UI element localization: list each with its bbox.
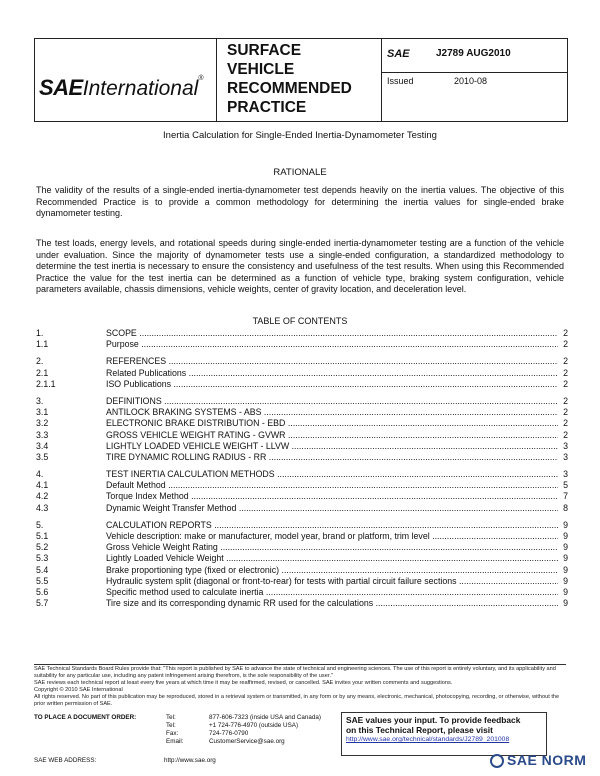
fine-print-line: SAE reviews each technical report at least every five years at which time it may be reaffirmed, revised, or cancelled. SAE invites your written comments and suggestions. — [34, 680, 453, 687]
toc-entry[interactable] — [36, 339, 568, 350]
toc-entry-title: Vehicle description: make or manufacturer, model year, brand or platform, trim level ..... — [106, 531, 558, 542]
toc-entry-number: 3.1 — [36, 407, 49, 418]
toc-entry[interactable] — [36, 469, 568, 480]
toc-entry-title: Hydraulic system split (diagonal or front-to-rear) for tests with partial circuit failure sections ..... — [106, 576, 558, 587]
toc-entry-number: 4.1 — [36, 480, 49, 491]
doc-type-cell — [217, 39, 382, 121]
toc-entry-title: Brake proportioning type (fixed or electronic) ..... — [106, 565, 558, 576]
toc-entry-number: 3.4 — [36, 440, 49, 451]
order-field-value: 877-606-7323 (inside USA and Canada) — [209, 714, 322, 721]
fine-print-line: All rights reserved. No part of this publication may be reproduced, stored in a retrieval system or transmitted, in any form or by any means, electronic, mechanical, photocopying, recording, or otherwise, without the prior written permission of SAE. — [34, 694, 560, 708]
toc-entry-title: DEFINITIONS ..... — [106, 396, 558, 407]
toc-entry[interactable] — [36, 553, 568, 564]
feedback-line: SAE values your input. To provide feedback — [346, 715, 521, 725]
toc-entry-title: Gross Vehicle Weight Rating ..... — [106, 542, 558, 553]
toc-entry-title: Purpose ..... — [106, 339, 558, 350]
toc-entry-number: 3.2 — [36, 418, 49, 429]
rationale-heading: RATIONALE — [273, 167, 327, 178]
toc-entry-page: 9 — [563, 586, 568, 597]
toc-entry-page: 3 — [563, 451, 568, 462]
doc-type-line: VEHICLE — [227, 61, 295, 78]
toc-entry[interactable] — [36, 565, 568, 576]
toc-entry-page: 2 — [563, 339, 568, 350]
footer-fine-print — [34, 666, 566, 709]
sae-mark: SAE — [387, 48, 410, 60]
toc-entry-page: 3 — [563, 469, 568, 480]
toc-entry-number: 5.6 — [36, 586, 49, 597]
doc-type-line: RECOMMENDED — [227, 80, 352, 97]
sae-norm-watermark — [490, 752, 586, 768]
web-address-label: SAE WEB ADDRESS: — [34, 757, 97, 764]
order-field-value: +1 724-776-4970 (outside USA) — [209, 722, 299, 730]
logo-trademark: ® — [198, 75, 204, 82]
toc-entry-title: ANTILOCK BRAKING SYSTEMS - ABS ..... — [106, 407, 558, 418]
toc-entry-number: 4.3 — [36, 502, 49, 513]
toc-entry-page: 9 — [563, 553, 568, 564]
toc-entry-number: 2.1.1 — [36, 378, 56, 389]
feedback-link[interactable]: http://www.sae.org/technical/standards/J2789_201008 — [346, 736, 510, 743]
toc-entry[interactable] — [36, 430, 568, 441]
toc-entry-page: 9 — [563, 531, 568, 541]
toc-entry[interactable] — [36, 418, 568, 429]
toc-entry-number: 5.3 — [36, 553, 49, 564]
toc-entry-page: 2 — [563, 328, 568, 338]
toc-entry[interactable] — [36, 503, 568, 514]
document-number: J2789 AUG2010 — [436, 48, 511, 59]
toc-entry-number: 5.1 — [36, 531, 49, 541]
logo-international: International — [82, 77, 199, 100]
toc-entry-title: Torque Index Method ..... — [106, 491, 558, 502]
logo-cell — [35, 39, 217, 121]
doc-number-row — [382, 39, 567, 73]
order-email-link[interactable]: CustomerService@sae.org — [209, 738, 285, 746]
toc-entry-page: 2 — [563, 378, 568, 389]
toc-entry-page: 9 — [563, 575, 568, 586]
logo-sae: SAE — [39, 75, 83, 100]
toc-entry[interactable] — [36, 542, 568, 553]
globe-icon — [490, 754, 504, 768]
toc-entry[interactable] — [36, 491, 568, 502]
toc-entry-title: TIRE DYNAMIC ROLLING RADIUS - RR ..... — [106, 452, 558, 463]
toc-entry-number: 5.5 — [36, 575, 49, 586]
fine-print-line: SAE Technical Standards Board Rules provide that: "This report is published by SAE to advance the state of technical and engineering sciences. The use of this report is entirely voluntary, and its applicability and suitability for any particular use, including any patent infringement arising therefrom, is the sole responsibility of the user." — [34, 666, 556, 680]
toc-entry-page: 9 — [563, 598, 568, 609]
toc-entry-number: 3.3 — [36, 429, 49, 440]
toc-entry-title: ELECTRONIC BRAKE DISTRIBUTION - EBD ..... — [106, 418, 558, 429]
table-of-contents — [36, 328, 568, 609]
web-address-link[interactable]: http://www.sae.org — [164, 757, 216, 764]
toc-entry-number: 4.2 — [36, 491, 49, 502]
toc-entry-page: 2 — [563, 356, 568, 367]
doc-type-line: SURFACE — [227, 42, 302, 59]
toc-entry-page: 2 — [563, 367, 568, 378]
toc-entry-page: 5 — [563, 480, 568, 491]
order-field-label: Fax: — [166, 730, 179, 738]
toc-entry[interactable] — [36, 441, 568, 452]
toc-entry-page: 3 — [563, 440, 568, 451]
toc-entry[interactable] — [36, 531, 568, 542]
toc-entry-number: 2.1 — [36, 367, 49, 378]
order-field-label: Email: — [166, 738, 184, 746]
toc-entry-page: 7 — [563, 491, 568, 502]
order-field-label: Tel: — [166, 722, 176, 730]
order-field-value: 724-776-0790 — [209, 730, 249, 738]
toc-entry-page: 9 — [563, 519, 568, 530]
fine-print-line: Copyright © 2010 SAE International — [34, 687, 123, 694]
toc-entry-number: 2. — [36, 356, 44, 367]
toc-entry-page: 2 — [563, 418, 568, 429]
toc-entry[interactable] — [36, 576, 568, 587]
toc-entry[interactable] — [36, 480, 568, 491]
toc-entry-number: 5. — [36, 519, 44, 530]
toc-entry-title: Related Publications ..... — [106, 368, 558, 379]
order-field-label: Tel: — [166, 714, 176, 721]
toc-entry-page: 2 — [563, 429, 568, 440]
toc-entry-title: SCOPE ..... — [106, 328, 558, 339]
toc-entry-number: 3.5 — [36, 451, 49, 462]
toc-entry-page: 9 — [563, 542, 568, 553]
toc-entry-title: Lightly Loaded Vehicle Weight ..... — [106, 553, 558, 564]
toc-entry[interactable] — [36, 452, 568, 463]
toc-entry[interactable] — [36, 407, 568, 418]
toc-entry-number: 3. — [36, 395, 44, 406]
toc-entry-number: 5.2 — [36, 542, 49, 553]
toc-entry-title: REFERENCES ..... — [106, 356, 558, 367]
header-box — [34, 38, 568, 122]
feedback-line: on this Technical Report, please visit — [346, 725, 493, 735]
toc-entry[interactable] — [36, 368, 568, 379]
feedback-box — [341, 712, 547, 756]
web-address-row — [34, 757, 216, 764]
toc-entry-number: 4. — [36, 469, 44, 480]
toc-entry[interactable] — [36, 379, 568, 390]
toc-entry[interactable] — [36, 356, 568, 367]
doc-type-line: PRACTICE — [227, 99, 307, 116]
footer-divider — [34, 664, 566, 665]
toc-entry-title: GROSS VEHICLE WEIGHT RATING - GVWR ..... — [106, 430, 558, 441]
toc-entry[interactable] — [36, 396, 568, 407]
toc-entry-number: 5.7 — [36, 598, 49, 609]
toc-entry[interactable] — [36, 328, 568, 339]
toc-entry[interactable] — [36, 598, 568, 609]
toc-entry[interactable] — [36, 587, 568, 598]
toc-entry[interactable] — [36, 520, 568, 531]
toc-entry-number: 1. — [36, 328, 44, 338]
sae-international-logo — [39, 75, 204, 101]
watermark-text: SAE NORM — [507, 752, 587, 768]
toc-entry-title: Default Method ..... — [106, 480, 558, 491]
issued-date: 2010-08 — [454, 76, 488, 86]
rationale-paragraph: The validity of the results of a single-ended inertia-dynamometer test depends heavily on the inertia values. The objective of this Recommended Practice is to provide a common methodology for determining the inertia values for single-ended brake dynamometer testing. — [36, 185, 564, 219]
toc-entry-title: ISO Publications ..... — [106, 379, 558, 390]
toc-heading: TABLE OF CONTENTS — [252, 316, 348, 326]
toc-entry-title: Tire size and its corresponding dynamic RR used for the calculations ..... — [106, 598, 558, 609]
doc-info-cell — [382, 39, 567, 121]
toc-entry-number: 5.4 — [36, 564, 49, 575]
toc-entry-page: 9 — [563, 564, 568, 575]
toc-entry-title: CALCULATION REPORTS ..... — [106, 520, 558, 531]
toc-entry-page: 8 — [563, 502, 568, 513]
rationale-paragraph: The test loads, energy levels, and rotational speeds during single-ended inertia-dynamometer testing are a function of the vehicle under evaluation. Since the majority of dynamometer tests use a single-ended configuration, a standardized methodology to determine the test inertia is necessary to ensure the consistency and usefulness of the test results. When using this Recommended Practice the value for the test inertia can be determined as a function of vehicle type, braking system configuration, vehicle parameters available, chassis dimensions, vehicle weights, center of gravity location, and deceleration level. — [36, 238, 564, 295]
toc-entry-number: 1.1 — [36, 339, 49, 350]
toc-entry-page: 2 — [563, 407, 568, 418]
order-label: TO PLACE A DOCUMENT ORDER: — [34, 714, 137, 721]
toc-entry-title: Specific method used to calculate inertia ..... — [106, 587, 558, 598]
toc-entry-page: 2 — [563, 395, 568, 406]
toc-entry-title: LIGHTLY LOADED VEHICLE WEIGHT - LLVW ..... — [106, 441, 558, 452]
document-type — [227, 41, 377, 117]
toc-entry-title: TEST INERTIA CALCULATION METHODS ..... — [106, 469, 558, 480]
toc-entry-title: Dynamic Weight Transfer Method ..... — [106, 503, 558, 514]
issued-label: Issued — [387, 76, 414, 86]
document-title: Inertia Calculation for Single-Ended Inertia-Dynamometer Testing — [163, 130, 437, 141]
